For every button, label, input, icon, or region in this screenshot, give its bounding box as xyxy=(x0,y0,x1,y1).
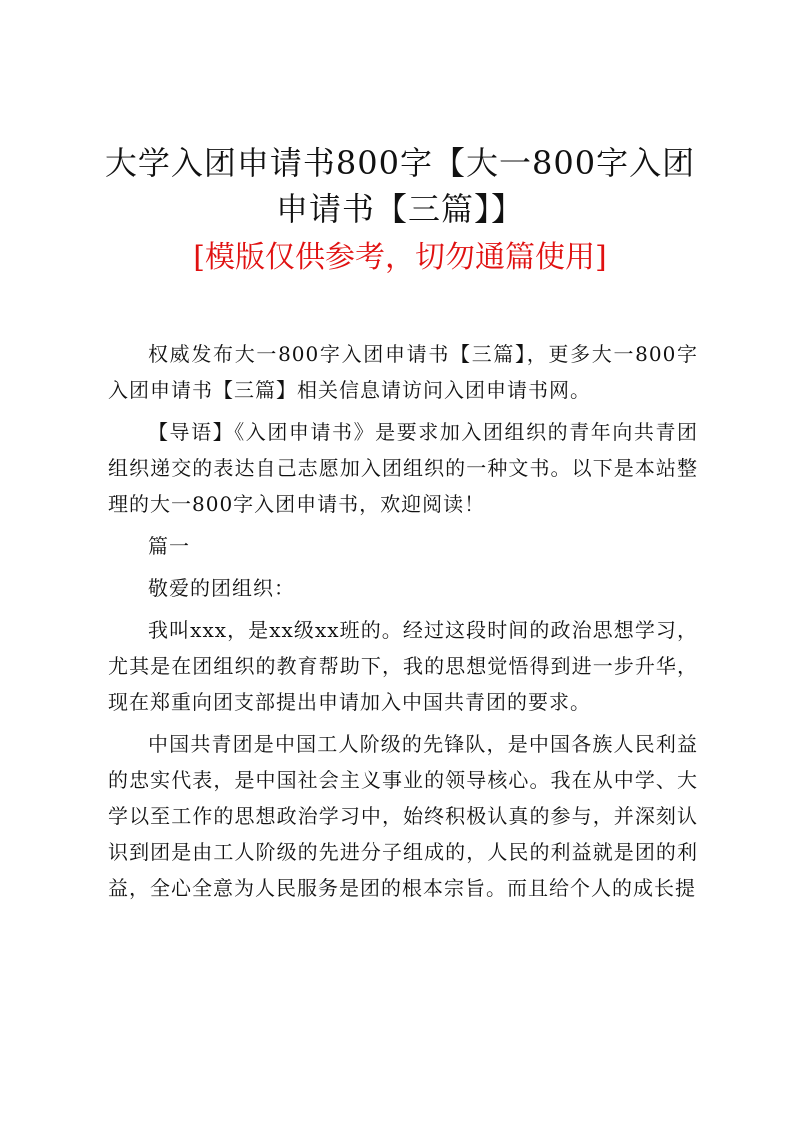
paragraph-intro: 权威发布大一800字入团申请书【三篇】，更多大一800字入团申请书【三篇】相关信息请访问入团申请书网。 xyxy=(108,342,698,402)
paragraph-league: 中国共青团是中国工人阶级的先锋队，是中国各族人民利益的忠实代表，是中国社会主义事业的领导核心。我在从中学、大学以至工作的思想政治学习中，始终积极认真的参与，并深刻认识到团是由工人阶级的先进分子组成的，人民的利益就是团的利益，全心全意为人民服务是团的根本宗旨。而且给个人的成长提 xyxy=(108,732,698,900)
section-heading: 篇一 xyxy=(148,534,190,558)
paragraph-lead: 【导语】《入团申请书》是要求加入团组织的青年向共青团组织递交的表达自己志愿加入团组织的一种文书。以下是本站整理的大一800字入团申请书，欢迎阅读！ xyxy=(108,420,698,516)
template-notice: [模版仅供参考，切勿通篇使用] xyxy=(193,240,607,275)
salutation: 敬爱的团组织： xyxy=(148,576,295,600)
document-body xyxy=(108,336,698,912)
paragraph-self-intro: 我叫xxx，是xx级xx班的。经过这段时间的政治思想学习，尤其是在团组织的教育帮助下，我的思想觉悟得到进一步升华，现在郑重向团支部提出申请加入中国共青团的要求。 xyxy=(108,618,698,714)
document-title: 大学入团申请书800字【大一800字入团申请书【三篇】】 xyxy=(104,144,696,228)
